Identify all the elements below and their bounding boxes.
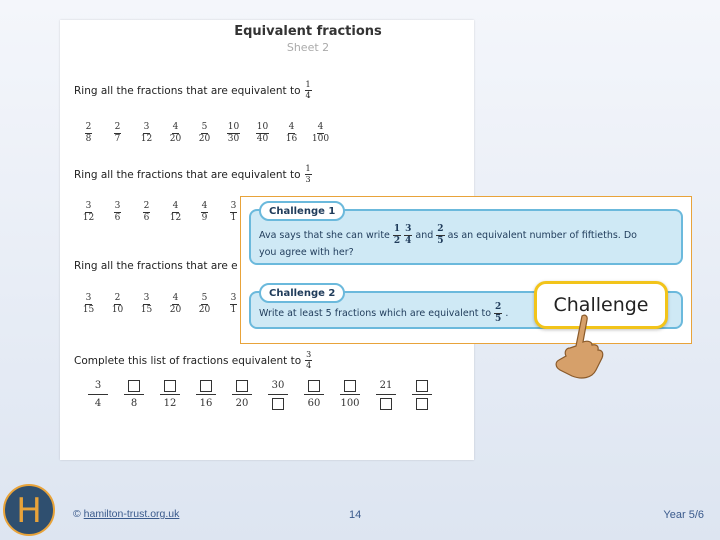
question-3-fractions (74, 294, 248, 315)
answer-box[interactable] (416, 398, 428, 410)
question-1-prompt: Ring all the fractions that are equivalent to $\frac{1}{4}$ (74, 80, 311, 100)
answer-box[interactable] (200, 380, 212, 392)
sheet-title: Equivalent fractions (234, 24, 382, 39)
fraction-item[interactable]: $\frac{2}{7}$ (114, 122, 121, 144)
fraction-item[interactable]: $\frac{2}{6}$ (143, 201, 150, 223)
fraction-item[interactable]: $\frac{4}{16}$ (285, 122, 298, 144)
page-number: 14 (349, 509, 362, 521)
answer-box[interactable] (380, 398, 392, 410)
challenge-2-label: Challenge 2 (259, 283, 345, 303)
fraction-item[interactable]: $\frac{4}{100}$ (311, 122, 330, 144)
sequence-fraction: 20 (224, 378, 260, 411)
question-2-fractions (74, 202, 248, 223)
sequence-fraction: 16 (188, 378, 224, 411)
sequence-fraction: 8 (116, 378, 152, 411)
hamilton-trust-logo (3, 484, 55, 536)
answer-box[interactable] (416, 380, 428, 392)
answer-box[interactable] (308, 380, 320, 392)
answer-box[interactable] (164, 380, 176, 392)
sequence-fraction (404, 378, 440, 411)
fraction-item[interactable]: $\frac{3}{6}$ (114, 201, 121, 223)
target-fraction: $\frac{3}{4}$ (306, 350, 312, 370)
sequence-fraction: 100 (332, 378, 368, 411)
fraction-item[interactable]: $\frac{3}{12}$ (82, 201, 95, 223)
fraction-item[interactable]: $\frac{10}{40}$ (256, 122, 269, 144)
fraction-item[interactable]: $\frac{4}{9}$ (201, 201, 208, 223)
fraction-item[interactable]: $\frac{2}{8}$ (85, 122, 92, 144)
answer-box[interactable] (344, 380, 356, 392)
sequence-fraction: 12 (152, 378, 188, 411)
question-3-prompt: Ring all the fractions that are e (74, 260, 238, 272)
target-fraction: $\frac{1}{4}$ (305, 80, 311, 100)
sequence-fraction: 3 4 (80, 378, 116, 411)
sequence-fraction: 21 (368, 378, 404, 411)
challenge-1-label: Challenge 1 (259, 201, 345, 221)
sequence-fraction: 30 (260, 378, 296, 411)
hamilton-trust-link[interactable]: © hamilton-trust.org.uk (73, 508, 180, 520)
pointing-hand-icon (552, 312, 606, 380)
question-4-sequence (80, 378, 440, 411)
challenge-1-text: Ava says that she can write $\frac{1}{2}$ $\frac{3}{4}$ and $\frac{2}{5}$ as an equivalent number of fiftieths. Do you agree with her? (259, 224, 637, 258)
question-1-fractions (74, 123, 335, 144)
target-fraction: $\frac{1}{3}$ (305, 164, 311, 184)
year-label: Year 5/6 (663, 509, 704, 521)
fraction-item[interactable]: $\frac{3}{1}$ (230, 201, 237, 223)
fraction-item[interactable]: $\frac{10}{30}$ (227, 122, 240, 144)
fraction-item[interactable]: $\frac{2}{10}$ (111, 293, 124, 315)
sequence-fraction: 60 (296, 378, 332, 411)
answer-box[interactable] (128, 380, 140, 392)
fraction-item[interactable]: $\frac{4}{12}$ (169, 201, 182, 223)
question-4-prompt: Complete this list of fractions equivalent to $\frac{3}{4}$ (74, 350, 312, 370)
fraction-item[interactable]: $\frac{3}{15}$ (140, 293, 153, 315)
sheet-subtitle: Sheet 2 (286, 41, 330, 54)
question-2-prompt: Ring all the fractions that are equivalent to $\frac{1}{3}$ (74, 164, 311, 184)
fraction-item[interactable]: $\frac{5}{20}$ (198, 293, 211, 315)
challenge-2-text: Write at least 5 fractions which are equivalent to $\frac{2}{5}$ . (259, 302, 509, 324)
svg-text:H: H (16, 491, 42, 531)
fraction-item[interactable]: $\frac{3}{12}$ (140, 122, 153, 144)
fraction-item[interactable]: $\frac{4}{20}$ (169, 122, 182, 144)
fraction-item[interactable]: $\frac{5}{20}$ (198, 122, 211, 144)
fraction-item[interactable]: $\frac{4}{20}$ (169, 293, 182, 315)
challenge-1-box (249, 205, 683, 265)
answer-box[interactable] (272, 398, 284, 410)
fraction-item[interactable]: $\frac{3}{1}$ (230, 293, 237, 315)
fraction-item[interactable]: $\frac{3}{15}$ (82, 293, 95, 315)
answer-box[interactable] (236, 380, 248, 392)
challenge-button[interactable]: Challenge (534, 281, 668, 329)
